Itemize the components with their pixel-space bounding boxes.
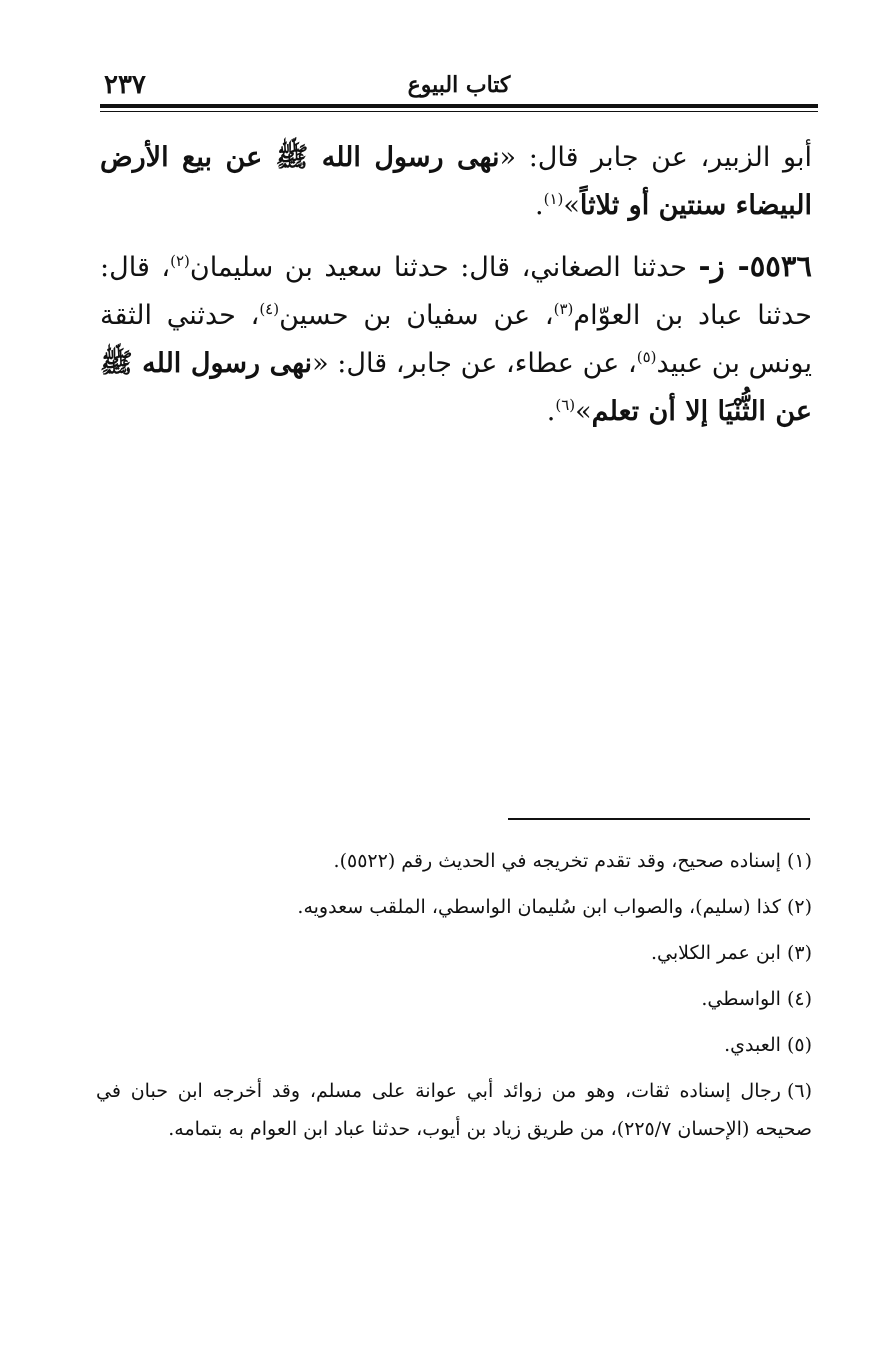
- quote-close: »: [563, 190, 580, 221]
- text-span: .: [535, 190, 544, 221]
- main-text: [100, 134, 812, 448]
- text-span: .: [546, 396, 556, 427]
- text-span: ، قال: حدثنا عباد بن العوّام: [100, 252, 812, 331]
- text-span: ، عن عطاء، عن جابر، قال:: [328, 348, 637, 379]
- footnotes: [96, 842, 812, 1156]
- footnote-4: [96, 980, 812, 1018]
- page-number: ٢٣٧: [104, 70, 146, 100]
- header-rule-thin: [100, 111, 818, 112]
- quote-open: «: [499, 142, 517, 173]
- footnote-marker: (١): [786, 850, 812, 872]
- paragraph-continuation: [100, 134, 812, 230]
- footnote-text: ابن عمر الكلابي.: [650, 942, 781, 964]
- footnote-2: [96, 888, 812, 926]
- running-head: [100, 66, 818, 106]
- footnote-marker: (٥): [786, 1034, 812, 1056]
- text-span: أبو الزبير، عن جابر قال:: [516, 142, 812, 173]
- paragraph-hadith-5536: [100, 242, 812, 436]
- footnote-6: [96, 1072, 812, 1148]
- footnote-text: الواسطي.: [701, 988, 781, 1010]
- quote-close: »: [575, 396, 592, 427]
- footnote-text: إسناده صحيح، وقد تقدم تخريجه في الحديث رقم (٥٥٢٢).: [333, 850, 781, 872]
- footnote-text: العبدي.: [724, 1034, 781, 1056]
- text-span: ، عن سفيان بن حسين: [279, 300, 554, 331]
- text-span: ، حدثني الثقة يونس بن عبيد: [100, 300, 812, 379]
- footnote-marker: (٤): [786, 988, 812, 1010]
- footnote-marker: (٦): [786, 1080, 812, 1102]
- footnote-ref-1[interactable]: (١): [543, 190, 564, 208]
- footnote-text: كذا (سليم)، والصواب ابن سُليمان الواسطي، الملقب سعدويه.: [297, 896, 781, 918]
- footnote-text: رجال إسناده ثقات، وهو من زوائد أبي عوانة على مسلم، وقد أخرجه ابن حبان في صحيحه (الإحسان ٢٢٥/٧)، من طريق زياد بن أيوب، حدثنا عباد ابن العوام به بتمامه.: [96, 1080, 812, 1140]
- quote-open: «: [312, 348, 329, 379]
- footnote-ref-4[interactable]: (٤): [259, 300, 280, 318]
- footnote-marker: (٢): [786, 896, 812, 918]
- footnote-3: [96, 934, 812, 972]
- header-rule-thick: [100, 104, 818, 108]
- hadith-number: ٥٥٣٦- ز-: [698, 249, 812, 283]
- footnote-marker: (٣): [786, 942, 812, 964]
- footnote-1: [96, 842, 812, 880]
- hadith-matn: نهى رسول الله ﷺ عن بيع الأرض البيضاء سنتين أو ثلاثاً: [100, 142, 812, 221]
- hadith-matn: نهى رسول الله ﷺ عن الثُّنْيَا إلا أن تعلم: [100, 348, 812, 427]
- footnote-separator: [508, 818, 810, 820]
- footnote-5: [96, 1026, 812, 1064]
- chapter-title: كتاب البيوع: [407, 72, 511, 98]
- text-span: حدثنا الصغاني، قال: حدثنا سعيد بن سليمان: [189, 252, 699, 283]
- footnote-ref-6[interactable]: (٦): [555, 396, 576, 414]
- footnote-ref-5[interactable]: (٥): [636, 348, 657, 366]
- footnote-ref-2[interactable]: (٢): [170, 252, 190, 270]
- footnote-ref-3[interactable]: (٣): [553, 300, 574, 318]
